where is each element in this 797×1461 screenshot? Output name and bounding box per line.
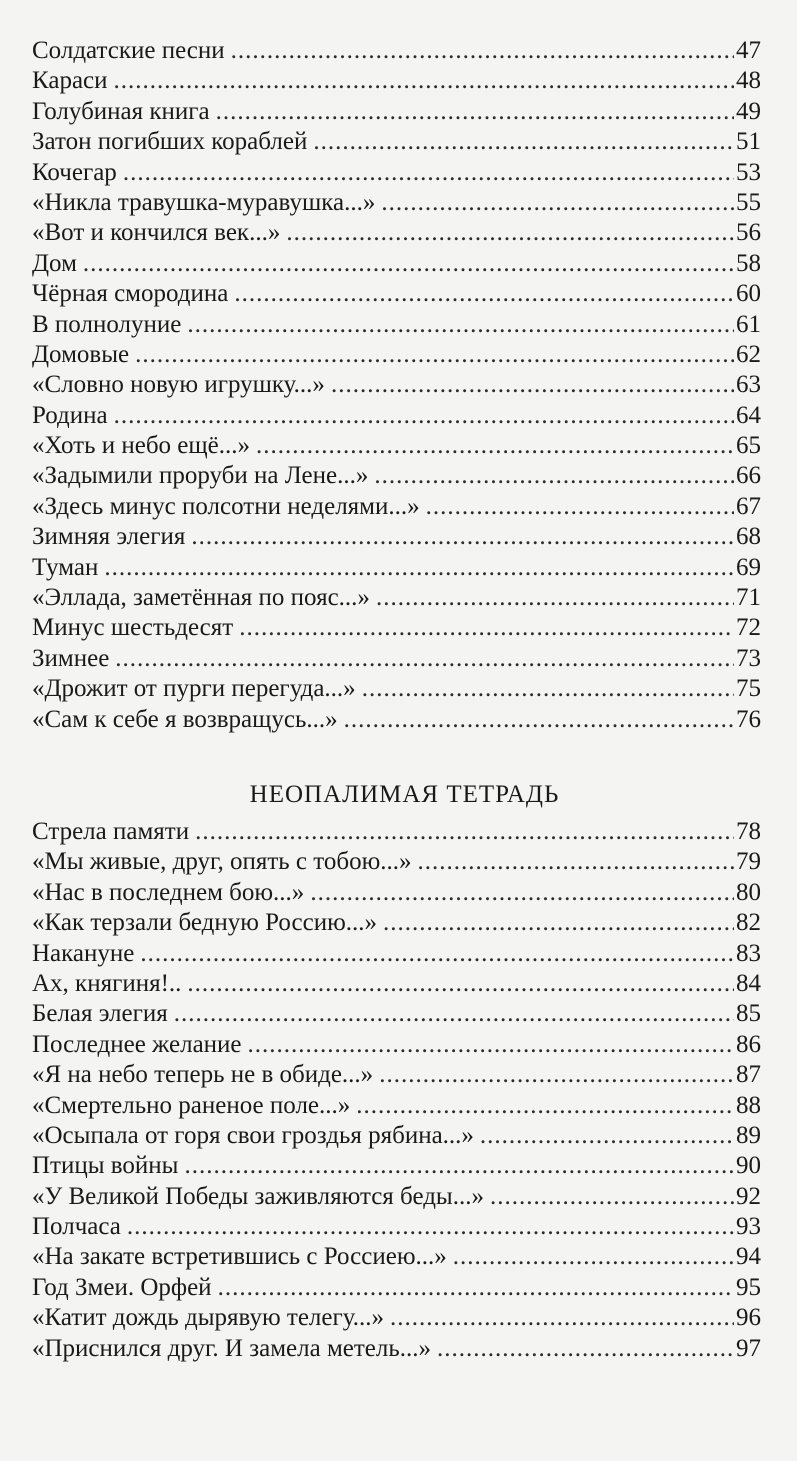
toc-entry-title: «На закате встретившись с Россиею...»: [32, 1243, 447, 1271]
toc-entry-title: Зимняя элегия: [32, 523, 186, 551]
toc-entry-title: «Дрожит от пурги перегуда...»: [32, 675, 356, 703]
toc-entry-page-number: 48: [736, 67, 761, 95]
toc-entry-title: Домовые: [32, 340, 130, 368]
dot-leader: [480, 1121, 734, 1151]
dot-leader: [390, 1303, 734, 1333]
toc-entry-title: Полчаса: [32, 1213, 121, 1241]
toc-entry: [32, 969, 761, 999]
toc-entry-page-number: 96: [736, 1304, 761, 1332]
dot-leader: [437, 1334, 734, 1364]
toc-entry-title: Караси: [32, 67, 108, 95]
dot-leader: [115, 644, 734, 674]
toc-entry-page-number: 76: [736, 705, 761, 733]
dot-leader: [256, 431, 734, 461]
toc-entry-title: «Сам к себе я возвращусь...»: [32, 705, 338, 733]
toc-entry-page-number: 55: [736, 188, 761, 216]
toc-entry-title: Родина: [32, 401, 108, 429]
toc-entry: [32, 401, 761, 431]
dot-leader: [376, 583, 734, 613]
dot-leader: [453, 1242, 734, 1272]
toc-entry-title: «У Великой Победы заживляются беды...»: [32, 1182, 484, 1210]
toc-entry-page-number: 64: [736, 401, 761, 429]
dot-leader: [174, 999, 734, 1029]
dot-leader: [248, 1030, 734, 1060]
toc-entry: [32, 1121, 761, 1151]
toc-entry: [32, 1242, 761, 1272]
toc-entry-title: Чёрная смородина: [32, 280, 229, 308]
toc-entry-page-number: 73: [736, 644, 761, 672]
toc-entry-page-number: 60: [736, 280, 761, 308]
toc-entry: [32, 999, 761, 1029]
dot-leader: [216, 97, 734, 127]
toc-entry: [32, 1030, 761, 1060]
toc-entry-title: «Словно новую игрушку...»: [32, 371, 325, 399]
toc-entry: [32, 553, 761, 583]
dot-leader: [490, 1182, 734, 1212]
dot-leader: [310, 878, 734, 908]
toc-entry-page-number: 56: [736, 219, 761, 247]
toc-entry-title: Дом: [32, 249, 77, 277]
toc-entry: [32, 370, 761, 400]
toc-entry: [32, 66, 761, 96]
toc-entry-page-number: 75: [736, 675, 761, 703]
toc-entry-page-number: 47: [736, 37, 761, 64]
toc-entry-title: «Как терзали бедную Россию...»: [32, 909, 378, 937]
toc-entry: [32, 1060, 761, 1090]
dot-leader: [362, 674, 734, 704]
toc-entry-page-number: 93: [736, 1213, 761, 1241]
toc-entry-title: Накануне: [32, 939, 135, 967]
toc-entry-page-number: 67: [736, 492, 761, 520]
toc-entry-title: «Мы живые, друг, опять с тобою...»: [32, 848, 412, 876]
toc-entry-title: «Осыпала от горя свои гроздья рябина...»: [32, 1121, 474, 1149]
toc-entry-title: Последнее желание: [32, 1030, 242, 1058]
toc-entry: [32, 340, 761, 370]
toc-entry-title: «Смертельно раненое поле...»: [32, 1091, 351, 1119]
toc-entry-title: «Здесь минус полсотни неделями...»: [32, 492, 420, 520]
toc-entry-title: Туман: [32, 553, 99, 581]
toc-entry: [32, 279, 761, 309]
dot-leader: [374, 461, 734, 491]
toc-entry: [32, 310, 761, 340]
dot-leader: [313, 127, 734, 157]
toc-entry-title: Минус шестьдесят: [32, 614, 234, 642]
toc-entry-title: «Я на небо теперь не в обиде...»: [32, 1061, 374, 1089]
toc-entry-page-number: 69: [736, 553, 761, 581]
toc-entry-page-number: 71: [736, 584, 761, 612]
toc-entry: [32, 1303, 761, 1333]
toc-entry: [32, 431, 761, 461]
dot-leader: [123, 158, 734, 188]
dot-leader: [344, 705, 734, 735]
toc-entry: [32, 158, 761, 188]
toc-entry: [32, 1182, 761, 1212]
toc-entry-page-number: 92: [736, 1182, 761, 1210]
toc-entry-page-number: 82: [736, 909, 761, 937]
dot-leader: [140, 939, 734, 969]
toc-entry-page-number: 88: [736, 1091, 761, 1119]
toc-entry: [32, 583, 761, 613]
toc-entry: [32, 613, 761, 643]
dot-leader: [381, 188, 734, 218]
dot-leader: [83, 249, 734, 279]
toc-entry-page-number: 72: [736, 614, 761, 642]
toc-entry-title: Птицы войны: [32, 1152, 179, 1180]
toc-entry: [32, 847, 761, 877]
dot-leader: [239, 613, 734, 643]
dot-leader: [286, 218, 734, 248]
toc-entry: [32, 1212, 761, 1242]
dot-leader: [195, 817, 734, 847]
toc-entry-page-number: 58: [736, 249, 761, 277]
toc-entry: [32, 644, 761, 674]
toc-entry: [32, 97, 761, 127]
toc-entry-page-number: 95: [736, 1273, 761, 1301]
table-of-contents: [32, 36, 761, 1364]
toc-entry-page-number: 68: [736, 523, 761, 551]
toc-entry-page-number: 61: [736, 310, 761, 338]
toc-entry-title: «Никла травушка-муравушка...»: [32, 188, 376, 216]
toc-entry-title: «Нас в последнем бою...»: [32, 878, 305, 906]
dot-leader: [184, 1151, 734, 1181]
toc-entry-page-number: 97: [736, 1334, 761, 1362]
toc-entry-page-number: 89: [736, 1121, 761, 1149]
dot-leader: [379, 1060, 734, 1090]
toc-entry-title: «Вот и кончился век...»: [32, 219, 281, 247]
toc-entry-title: Год Змеи. Орфей: [32, 1273, 212, 1301]
dot-leader: [187, 310, 734, 340]
toc-entry-title: Ах, княгиня!..: [32, 969, 182, 997]
toc-entry-page-number: 63: [736, 371, 761, 399]
toc-entry-page-number: 53: [736, 158, 761, 186]
toc-entry-title: В полнолуние: [32, 310, 182, 338]
toc-entry: [32, 878, 761, 908]
toc-entry: [32, 817, 761, 847]
toc-entry-page-number: 79: [736, 848, 761, 876]
toc-entry-page-number: 90: [736, 1152, 761, 1180]
dot-leader: [187, 969, 734, 999]
toc-entry: [32, 36, 761, 66]
toc-entry: [32, 218, 761, 248]
dot-leader: [234, 279, 734, 309]
toc-entry: [32, 522, 761, 552]
dot-leader: [135, 340, 734, 370]
toc-entry-page-number: 62: [736, 340, 761, 368]
dot-leader: [418, 847, 735, 877]
dot-leader: [426, 492, 734, 522]
toc-entry-title: Затон погибших кораблей: [32, 128, 308, 156]
dot-leader: [356, 1091, 734, 1121]
toc-entry-page-number: 78: [736, 817, 761, 845]
dot-leader: [231, 36, 734, 66]
section-heading: НЕОПАЛИМАЯ ТЕТРАДЬ: [249, 780, 560, 808]
toc-entry: [32, 461, 761, 491]
toc-entry: [32, 127, 761, 157]
toc-entry: [32, 939, 761, 969]
toc-entry-page-number: 87: [736, 1061, 761, 1089]
dot-leader: [114, 66, 734, 96]
dot-leader: [331, 370, 734, 400]
toc-section-1: [32, 36, 761, 735]
toc-entry-title: «Эллада, заметённая по пояс...»: [32, 584, 370, 612]
toc-entry: [32, 249, 761, 279]
toc-entry-page-number: 84: [736, 969, 761, 997]
toc-entry-page-number: 51: [736, 128, 761, 156]
toc-entry-title: «Задымили проруби на Лене...»: [32, 462, 369, 490]
toc-entry-title: Стрела памяти: [32, 817, 190, 845]
toc-entry: [32, 674, 761, 704]
dot-leader: [383, 908, 734, 938]
toc-entry-title: «Хоть и небо ещё...»: [32, 432, 250, 460]
dot-leader: [127, 1212, 734, 1242]
toc-entry-page-number: 80: [736, 878, 761, 906]
toc-entry-title: «Приснился друг. И замела метель...»: [32, 1334, 432, 1362]
toc-entry-page-number: 94: [736, 1243, 761, 1271]
toc-entry-title: Зимнее: [32, 644, 110, 672]
toc-entry: [32, 188, 761, 218]
toc-entry: [32, 1273, 761, 1303]
toc-entry-page-number: 65: [736, 432, 761, 460]
toc-section-2: [32, 817, 761, 1364]
dot-leader: [104, 553, 734, 583]
toc-entry: [32, 492, 761, 522]
toc-entry-title: «Катит дождь дырявую телегу...»: [32, 1304, 385, 1332]
toc-entry: [32, 1091, 761, 1121]
dot-leader: [114, 401, 734, 431]
toc-entry-title: Голубиная книга: [32, 97, 210, 125]
toc-entry-page-number: 83: [736, 939, 761, 967]
toc-entry-title: Кочегар: [32, 158, 117, 186]
toc-entry: [32, 1334, 761, 1364]
dot-leader: [191, 522, 734, 552]
toc-entry-title: Солдатские песни: [32, 37, 225, 64]
toc-entry-page-number: 85: [736, 1000, 761, 1028]
toc-entry-page-number: 66: [736, 462, 761, 490]
toc-entry-page-number: 49: [736, 97, 761, 125]
toc-entry: [32, 908, 761, 938]
dot-leader: [218, 1273, 734, 1303]
toc-entry-title: Белая элегия: [32, 1000, 168, 1028]
toc-entry-page-number: 86: [736, 1030, 761, 1058]
toc-entry: [32, 1151, 761, 1181]
toc-entry: [32, 705, 761, 735]
